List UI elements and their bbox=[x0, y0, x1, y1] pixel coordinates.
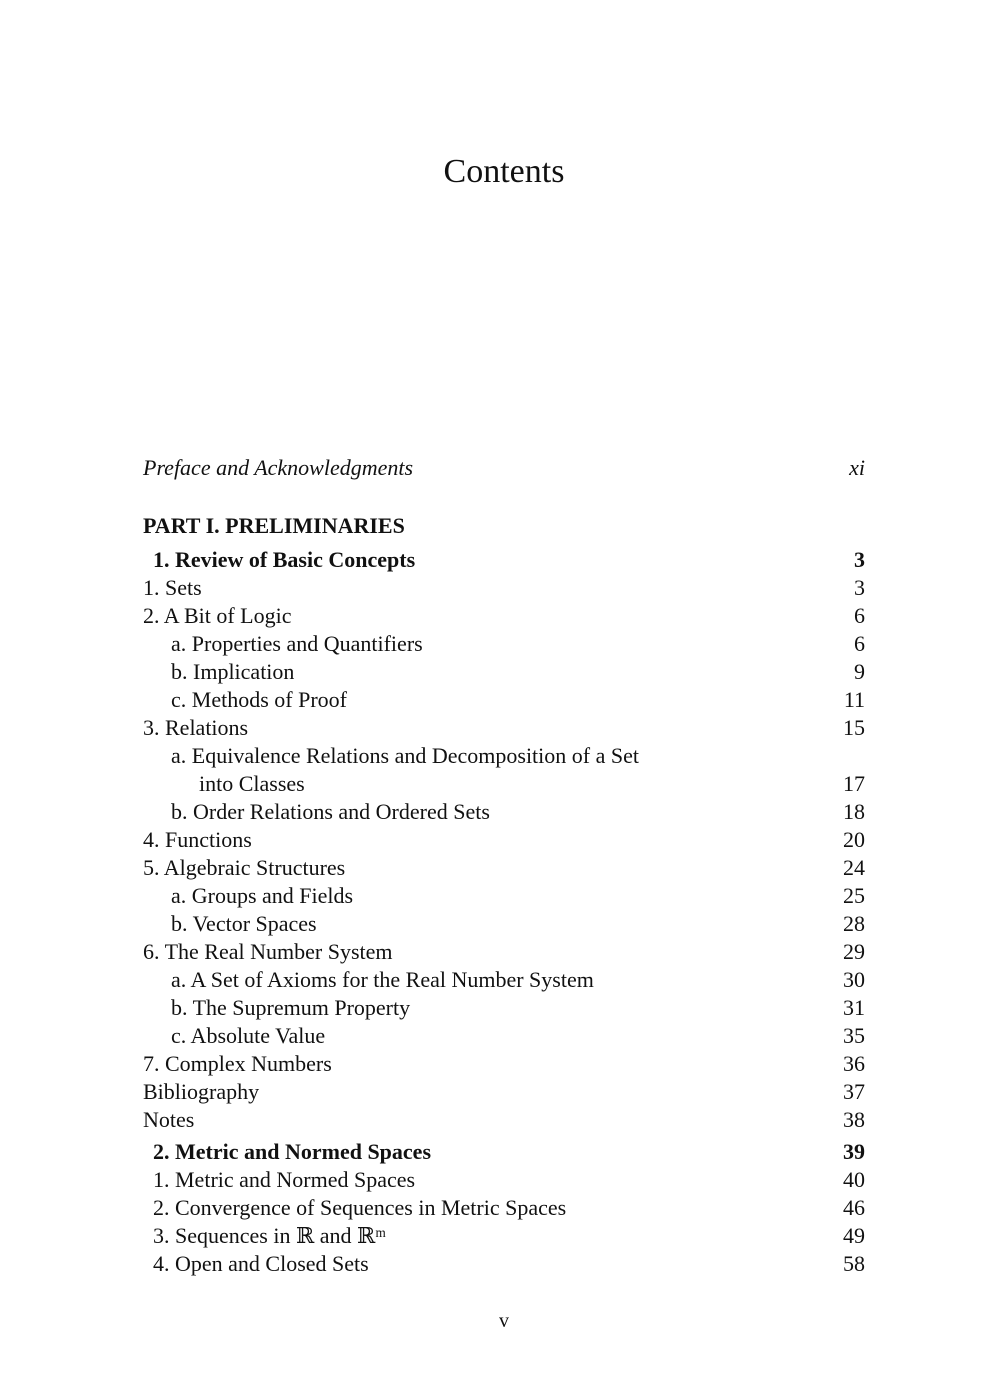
toc-entry-page: 28 bbox=[843, 911, 865, 936]
toc-entry[interactable] bbox=[143, 910, 865, 938]
toc-entry[interactable] bbox=[143, 574, 865, 602]
toc-entry-page: 18 bbox=[843, 799, 865, 824]
toc-entry[interactable] bbox=[143, 938, 865, 966]
toc-entry-page: 24 bbox=[843, 855, 865, 880]
toc-entry-label: b. The Supremum Property bbox=[171, 995, 411, 1020]
part-heading: PART I. PRELIMINARIES bbox=[143, 513, 405, 538]
toc-entry-page: 11 bbox=[843, 687, 865, 712]
toc-entry-page: 25 bbox=[843, 883, 865, 908]
toc-entry[interactable] bbox=[143, 798, 865, 826]
toc-entry-label: a. Equivalence Relations and Decomposition of a Set bbox=[171, 743, 639, 768]
toc-entry-label: 5. Algebraic Structures bbox=[143, 855, 346, 880]
toc-entry[interactable] bbox=[143, 882, 865, 910]
toc-entry-label: 2. Metric and Normed Spaces bbox=[153, 1139, 432, 1164]
toc-entry-label: Notes bbox=[143, 1107, 195, 1132]
toc-entry-label: Bibliography bbox=[143, 1079, 260, 1104]
toc-entry-preface[interactable] bbox=[143, 452, 865, 484]
toc-entry-page: 46 bbox=[843, 1195, 865, 1220]
toc-entry-label: Preface and Acknowledgments bbox=[143, 455, 414, 480]
toc-entry-label: a. Properties and Quantifiers bbox=[171, 631, 423, 656]
toc-entry[interactable] bbox=[143, 742, 865, 770]
toc-entry-page: 30 bbox=[843, 967, 865, 992]
toc-chapter-1[interactable] bbox=[143, 546, 865, 574]
toc-entry-page: 49 bbox=[843, 1223, 865, 1248]
toc-entry-label: 1. Review of Basic Concepts bbox=[153, 547, 416, 572]
toc-entry-page: 29 bbox=[843, 939, 865, 964]
toc-entry-label: b. Order Relations and Ordered Sets bbox=[171, 799, 490, 824]
toc-entry[interactable] bbox=[143, 630, 865, 658]
toc-entry-label: b. Implication bbox=[171, 659, 295, 684]
toc-entry-page: 58 bbox=[843, 1251, 865, 1276]
toc-entry-page: xi bbox=[849, 455, 865, 480]
toc-entry-page: 37 bbox=[843, 1079, 865, 1104]
toc-entry-label: 1. Sets bbox=[143, 575, 202, 600]
toc-entry-page: 31 bbox=[843, 995, 865, 1020]
toc-entry-label: c. Absolute Value bbox=[171, 1023, 326, 1048]
page-title: Contents bbox=[443, 153, 565, 190]
toc-entry-page: 3 bbox=[854, 547, 865, 572]
toc-entry-label: into Classes bbox=[199, 771, 305, 796]
toc-entry[interactable] bbox=[143, 1166, 865, 1194]
toc-entry[interactable] bbox=[143, 714, 865, 742]
toc-entry-label: 1. Metric and Normed Spaces bbox=[153, 1167, 416, 1192]
toc-entry-page: 9 bbox=[854, 659, 865, 684]
toc-entry-page: 40 bbox=[843, 1167, 865, 1192]
toc-entry-page: 38 bbox=[843, 1107, 865, 1132]
toc-entry[interactable] bbox=[143, 1050, 865, 1078]
toc-entry[interactable] bbox=[143, 1078, 865, 1106]
toc-entry-page: 3 bbox=[854, 575, 865, 600]
toc-entry[interactable] bbox=[143, 602, 865, 630]
toc-entry-label: b. Vector Spaces bbox=[171, 911, 317, 936]
toc-entry-label: 4. Functions bbox=[143, 827, 252, 852]
page-number: v bbox=[499, 1310, 509, 1332]
toc-entry-label: 2. Convergence of Sequences in Metric Spaces bbox=[153, 1195, 567, 1220]
toc-entry-label: 6. The Real Number System bbox=[143, 939, 393, 964]
toc-entry[interactable] bbox=[143, 854, 865, 882]
toc-entry[interactable] bbox=[143, 1250, 865, 1278]
toc-entry[interactable] bbox=[143, 826, 865, 854]
toc-entry-label: 4. Open and Closed Sets bbox=[153, 1251, 369, 1276]
toc-entry-page: 6 bbox=[854, 603, 865, 628]
toc-entry[interactable] bbox=[143, 1022, 865, 1050]
toc-entry[interactable] bbox=[143, 686, 865, 714]
toc-entry-label: 3. Relations bbox=[143, 715, 249, 740]
toc-entry-label: 2. A Bit of Logic bbox=[143, 603, 292, 628]
toc-entry-page: 17 bbox=[843, 771, 865, 796]
toc-entry-label: 3. Sequences in ℝ and ℝᵐ bbox=[153, 1223, 387, 1248]
toc-entry-label: a. A Set of Axioms for the Real Number System bbox=[171, 967, 594, 992]
toc-entry-label: 7. Complex Numbers bbox=[143, 1051, 332, 1076]
toc-entry[interactable] bbox=[143, 1194, 865, 1222]
toc-entry[interactable] bbox=[143, 658, 865, 686]
toc-entry[interactable] bbox=[143, 1222, 865, 1250]
toc-entry-page: 20 bbox=[843, 827, 865, 852]
toc-entry[interactable] bbox=[143, 1106, 865, 1134]
toc-entry-label: a. Groups and Fields bbox=[171, 883, 354, 908]
toc-chapter-2[interactable] bbox=[143, 1138, 865, 1166]
toc-entry[interactable] bbox=[143, 994, 865, 1022]
toc-entry-page: 6 bbox=[854, 631, 865, 656]
toc-entry-label: c. Methods of Proof bbox=[171, 687, 347, 712]
toc-entry-page: 35 bbox=[843, 1023, 865, 1048]
toc-entry[interactable] bbox=[143, 770, 865, 798]
toc-entry-page: 39 bbox=[843, 1139, 865, 1164]
toc-entry-page: 15 bbox=[843, 715, 865, 740]
table-of-contents bbox=[143, 452, 865, 1278]
toc-entry-page: 36 bbox=[843, 1051, 865, 1076]
toc-entry[interactable] bbox=[143, 966, 865, 994]
